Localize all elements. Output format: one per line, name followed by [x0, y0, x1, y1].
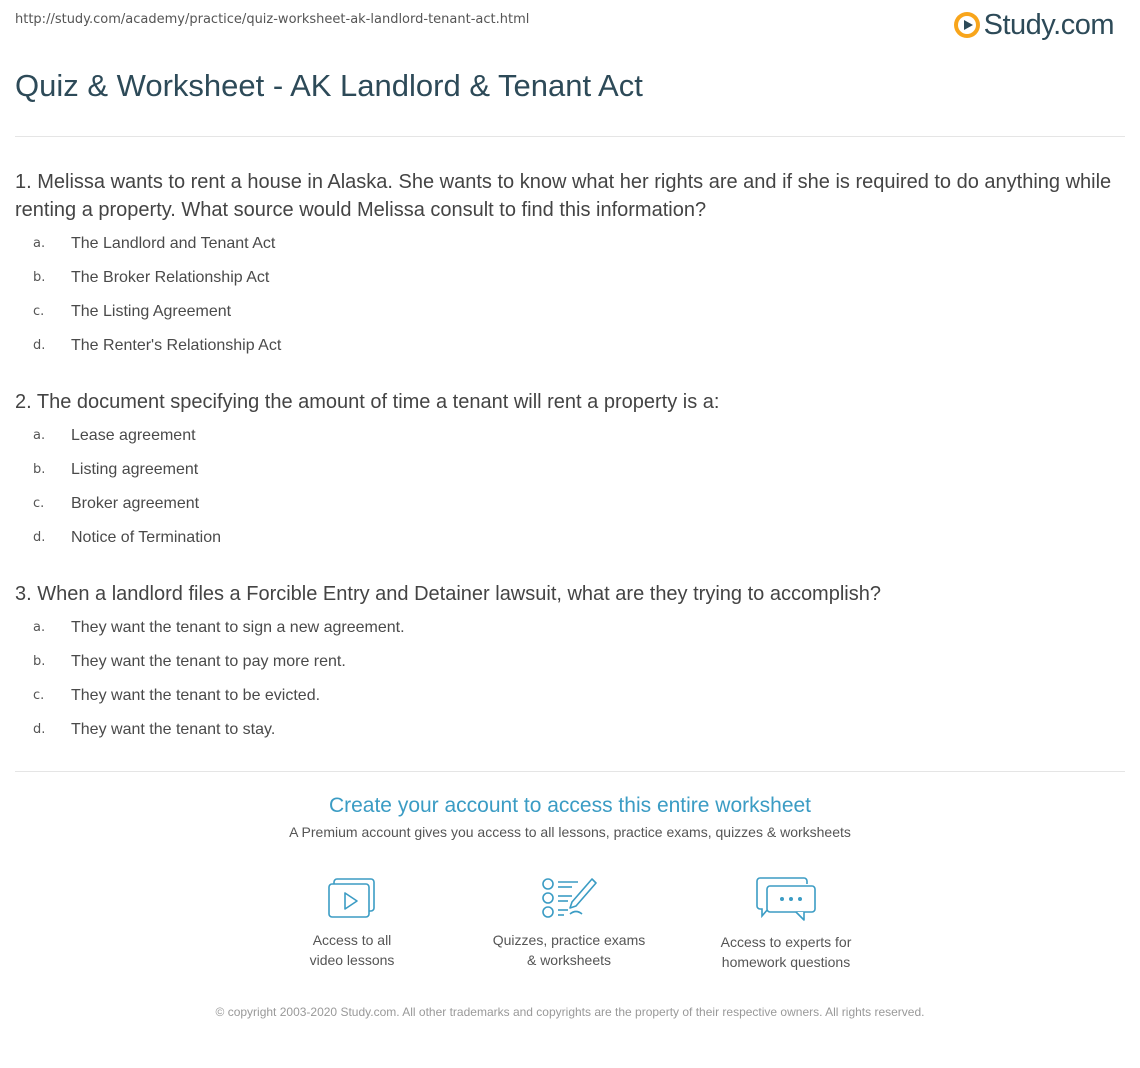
question-text: 2. The document specifying the amount of time a tenant will rent a property is a: — [15, 391, 720, 413]
answer-text: Listing agreement — [71, 461, 199, 478]
answer-option — [15, 490, 1115, 524]
answer-letter: a. — [33, 236, 46, 251]
feature-list — [0, 876, 1140, 986]
answer-letter: c. — [33, 688, 45, 703]
answer-letter: a. — [33, 620, 46, 635]
title-divider — [15, 136, 1125, 137]
answer-option — [15, 524, 1115, 558]
feature-video-lessons — [252, 876, 452, 970]
answer-list — [15, 422, 1115, 558]
question-text: 3. When a landlord files a Forcible Entry and Detainer lawsuit, what are they trying to accomplish? — [15, 583, 881, 605]
answer-text: They want the tenant to be evicted. — [71, 687, 321, 704]
question-1 — [15, 168, 1115, 366]
study-logo[interactable] — [954, 8, 1114, 42]
answer-option — [15, 264, 1115, 298]
answer-letter: b. — [33, 654, 46, 669]
answer-text: The Landlord and Tenant Act — [71, 235, 276, 252]
feature-label-line: Access to experts for — [720, 934, 852, 950]
question-2 — [15, 388, 1115, 558]
answer-option — [15, 682, 1115, 716]
answer-letter: a. — [33, 428, 46, 443]
answer-option — [15, 614, 1115, 648]
premium-cta — [0, 794, 1140, 840]
answer-letter: d. — [33, 338, 46, 353]
answer-option — [15, 422, 1115, 456]
answer-text: Lease agreement — [71, 427, 196, 444]
answer-list — [15, 614, 1115, 750]
create-account-link[interactable]: Create your account to access this entire worksheet — [328, 794, 812, 817]
answer-text: The Broker Relationship Act — [71, 269, 270, 286]
answer-text: They want the tenant to stay. — [71, 721, 276, 738]
feature-label-line: video lessons — [309, 952, 395, 968]
feature-label-line: & worksheets — [526, 952, 612, 968]
feature-experts — [686, 876, 886, 972]
questions-divider — [15, 771, 1125, 772]
answer-option — [15, 230, 1115, 264]
answer-option — [15, 456, 1115, 490]
chat-bubbles-icon — [754, 876, 818, 922]
answer-text: They want the tenant to sign a new agreement. — [71, 619, 405, 636]
answer-option — [15, 716, 1115, 750]
answer-letter: b. — [33, 270, 46, 285]
premium-description: A Premium account gives you access to all lessons, practice exams, quizzes & worksheets — [289, 824, 851, 840]
quiz-checklist-icon — [540, 876, 598, 920]
answer-option — [15, 298, 1115, 332]
question-3 — [15, 580, 1115, 750]
answer-letter: d. — [33, 722, 46, 737]
feature-label-line: Quizzes, practice exams — [492, 932, 646, 948]
copyright-notice: © copyright 2003-2020 Study.com. All other trademarks and copyrights are the property of their respective owners. All rights reserved. — [215, 1005, 925, 1019]
study-logo-text: Study.com — [983, 8, 1114, 41]
answer-text: The Renter's Relationship Act — [71, 337, 282, 354]
feature-quizzes — [469, 876, 669, 970]
answer-letter: d. — [33, 530, 46, 545]
answer-option — [15, 332, 1115, 366]
answer-letter: c. — [33, 496, 45, 511]
answer-option — [15, 648, 1115, 682]
answer-text: Broker agreement — [71, 495, 200, 512]
study-logo-play-icon — [954, 12, 980, 38]
feature-label-line: Access to all — [312, 932, 392, 948]
answer-text: Notice of Termination — [71, 529, 221, 546]
answer-text: The Listing Agreement — [71, 303, 232, 320]
feature-label-line: homework questions — [721, 954, 851, 970]
answer-list — [15, 230, 1115, 366]
page-title: Quiz & Worksheet - AK Landlord & Tenant Act — [15, 68, 643, 103]
page-url: http://study.com/academy/practice/quiz-worksheet-ak-landlord-tenant-act.html — [15, 12, 530, 27]
answer-text: They want the tenant to pay more rent. — [71, 653, 346, 670]
answer-letter: b. — [33, 462, 46, 477]
video-lessons-icon — [326, 876, 378, 920]
question-text: 1. Melissa wants to rent a house in Alaska. She wants to know what her rights are and if she is required to do anything while renting a property. What source would Melissa consult to find this information? — [15, 171, 1112, 221]
answer-letter: c. — [33, 304, 45, 319]
